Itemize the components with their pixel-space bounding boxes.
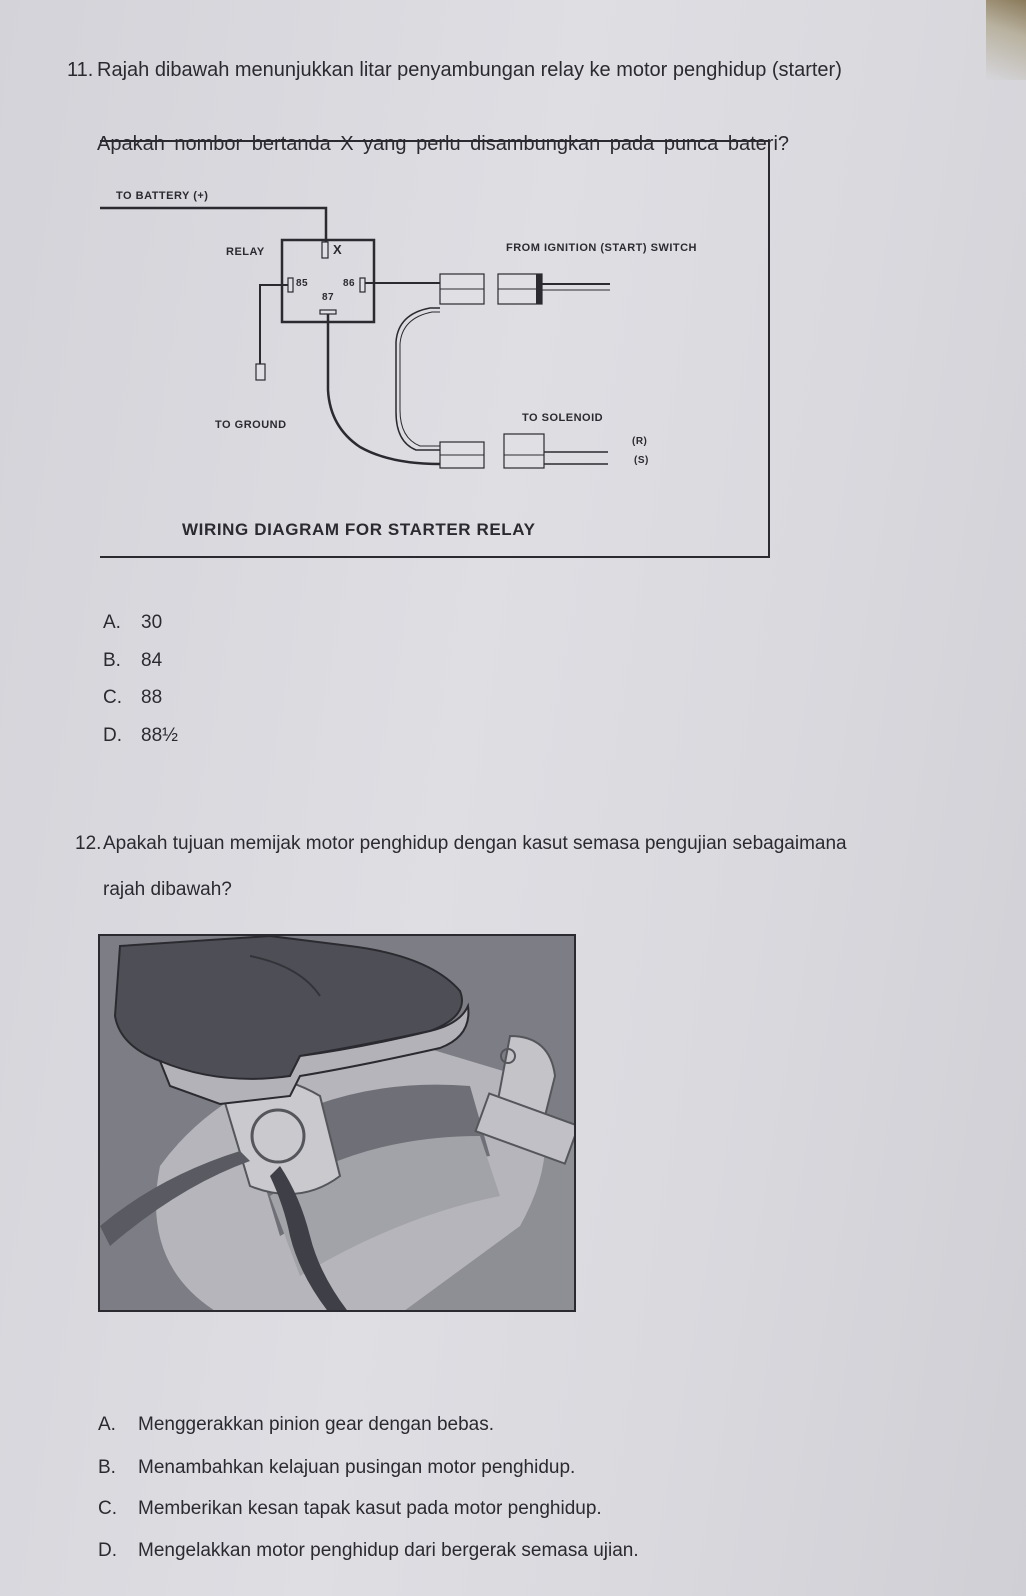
- q11-line1: [67, 56, 842, 84]
- label-s: (S): [634, 455, 649, 466]
- label-terminal-86: 86: [343, 278, 356, 289]
- q12-text-line2: rajah dibawah?: [103, 879, 232, 900]
- label-terminal-x: X: [333, 242, 343, 257]
- q11-option-d[interactable]: D. 88½: [103, 725, 178, 746]
- label-relay: RELAY: [226, 246, 265, 258]
- q11-number: 11.: [67, 59, 94, 81]
- q12-option-b[interactable]: B. Menambahkan kelajuan pusingan motor penghidup.: [98, 1457, 576, 1478]
- q12-number: 12.: [75, 833, 102, 854]
- q12-option-a[interactable]: A. Menggerakkan pinion gear dengan bebas.: [98, 1414, 494, 1435]
- relay-wiring-diagram: [100, 140, 770, 558]
- q12-option-d[interactable]: D. Mengelakkan motor penghidup dari bergerak semasa ujian.: [98, 1540, 639, 1561]
- label-terminal-87: 87: [322, 292, 335, 303]
- q12-line1: [75, 830, 847, 858]
- diagram-title: WIRING DIAGRAM FOR STARTER RELAY: [182, 520, 536, 539]
- wiring-drawing: [100, 142, 770, 560]
- boot-on-starter-drawing: [100, 936, 576, 1312]
- label-r: (R): [632, 436, 648, 447]
- q12-text-line1: Apakah tujuan memijak motor penghidup dengan kasut semasa pengujian sebagaimana: [103, 833, 847, 854]
- label-from-switch: FROM IGNITION (START) SWITCH: [506, 242, 697, 254]
- q11-option-b[interactable]: B. 84: [103, 650, 163, 671]
- q11-text-line1: Rajah dibawah menunjukkan litar penyambungan relay ke motor penghidup (starter): [97, 59, 842, 81]
- q11-option-a[interactable]: A. 30: [103, 612, 163, 633]
- q12-option-c[interactable]: C. Memberikan kesan tapak kasut pada motor penghidup.: [98, 1498, 602, 1519]
- starter-motor-boot-illustration: [98, 934, 576, 1312]
- q11-text-line2: Apakah nombor bertanda X yang perlu disambungkan pada punca bateri?: [97, 133, 790, 155]
- page-corner-shadow: [986, 0, 1026, 80]
- q11-option-c[interactable]: C. 88: [103, 687, 163, 708]
- label-to-solenoid: TO SOLENOID: [522, 412, 604, 424]
- label-terminal-85: 85: [296, 278, 309, 289]
- label-to-battery: TO BATTERY (+): [116, 190, 209, 202]
- label-to-ground: TO GROUND: [215, 419, 287, 431]
